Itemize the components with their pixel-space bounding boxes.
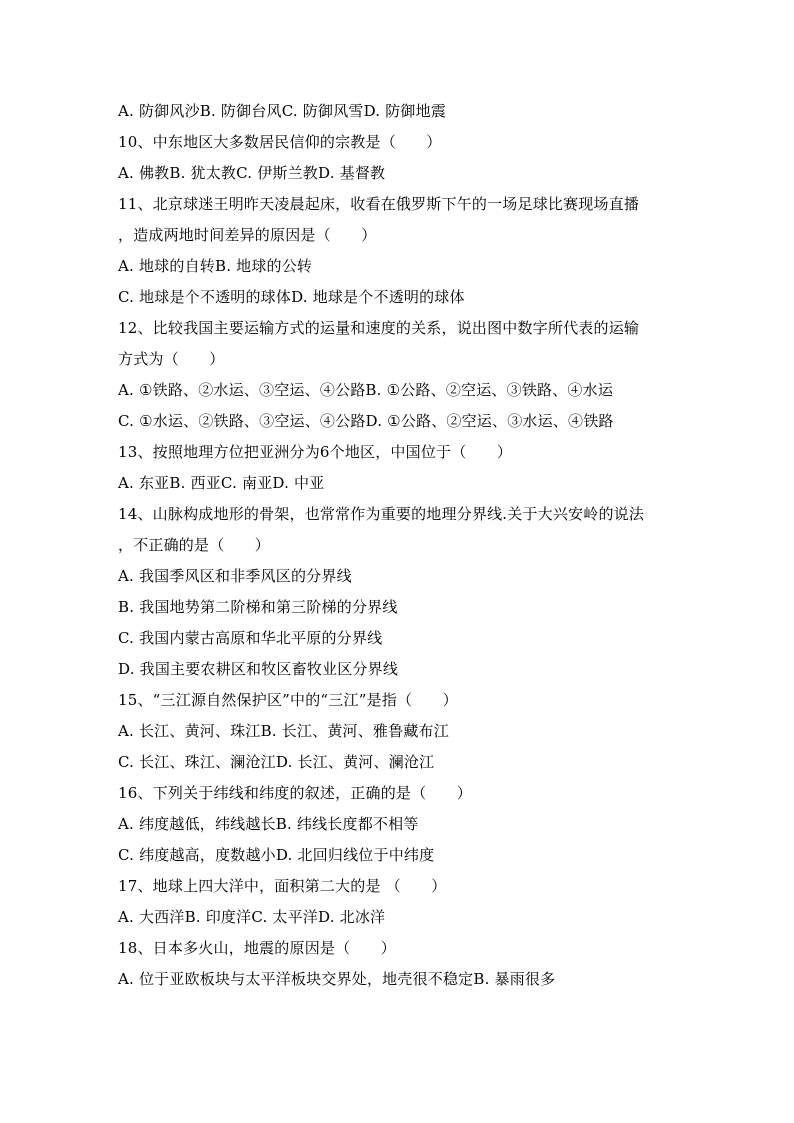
text-line: A. 防御风沙B. 防御台风C. 防御风雪D. 防御地震 — [118, 102, 447, 120]
text-line: B. 我国地势第二阶梯和第三阶梯的分界线 — [118, 598, 398, 616]
text-line: C. 我国内蒙古高原和华北平原的分界线 — [118, 629, 383, 647]
text-line: C. 地球是个不透明的球体D. 地球是个不透明的球体 — [118, 288, 465, 306]
text-line: A. 地球的自转B. 地球的公转 — [118, 257, 313, 275]
question-14: 14、山脉构成地形的骨架，也常常作为重要的地理分界线.关于大兴安岭的说法 — [118, 505, 645, 523]
text-line: A. 长江、黄河、珠江B. 长江、黄河、雅鲁藏布江 — [118, 722, 449, 740]
text-line: A. 纬度越低，纬线越长B. 纬线长度都不相等 — [118, 815, 419, 833]
text-line: A. 我国季风区和非季风区的分界线 — [118, 567, 352, 585]
text-line: C. ①水运、②铁路、③空运、④公路D. ①公路、②空运、③水运、④铁路 — [118, 412, 614, 430]
text-line: ，造成两地时间差异的原因是（ ） — [118, 226, 377, 244]
question-16: 16、下列关于纬线和纬度的叙述，正确的是（ ） — [118, 784, 472, 802]
question-18: 18、日本多火山，地震的原因是（ ） — [118, 939, 396, 957]
question-11: 11、北京球迷王明昨天凌晨起床，收看在俄罗斯下午的一场足球比赛现场直播 — [118, 195, 640, 213]
question-text-block — [118, 100, 678, 999]
text-line: A. 佛教B. 犹太教C. 伊斯兰教D. 基督教 — [118, 164, 386, 182]
text-line: 方式为（ ） — [118, 350, 225, 368]
question-13: 13、按照地理方位把亚洲分为6个地区，中国位于（ ） — [118, 443, 513, 461]
text-line: C. 长江、珠江、澜沧江D. 长江、黄河、澜沧江 — [118, 753, 435, 771]
text-line: D. 我国主要农耕区和牧区畜牧业区分界线 — [118, 660, 399, 678]
question-12: 12、比较我国主要运输方式的运量和速度的关系，说出图中数字所代表的运输 — [118, 319, 640, 337]
text-line: A. ①铁路、②水运、③空运、④公路B. ①公路、②空运、③铁路、④水运 — [118, 381, 614, 399]
text-line: A. 大西洋B. 印度洋C. 太平洋D. 北冰洋 — [118, 908, 386, 926]
text-line: C. 纬度越高，度数越小D. 北回归线位于中纬度 — [118, 846, 435, 864]
text-line: ，不正确的是（ ） — [118, 536, 271, 554]
question-15: 15、“三江源自然保护区”中的“三江”是指（ ） — [118, 691, 458, 709]
question-10: 10、中东地区大多数居民信仰的宗教是（ ） — [118, 133, 442, 151]
question-17: 17、地球上四大洋中，面积第二大的是 （ ） — [118, 877, 447, 895]
text-line: A. 东亚B. 西亚C. 南亚D. 中亚 — [118, 474, 325, 492]
text-line: A. 位于亚欧板块与太平洋板块交界处，地壳很不稳定B. 暴雨很多 — [118, 970, 556, 988]
